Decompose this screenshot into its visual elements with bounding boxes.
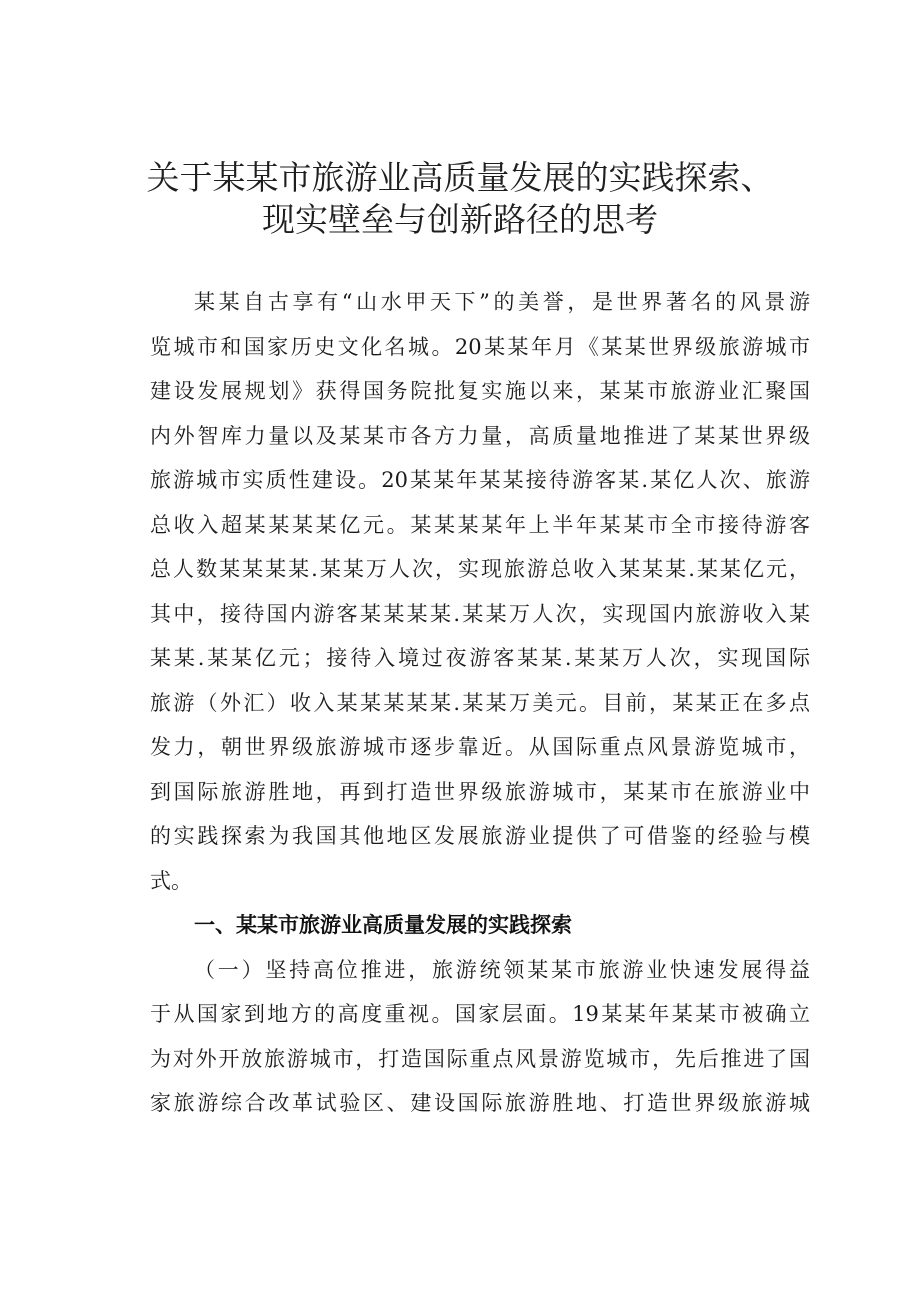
intro-paragraph-line: 览城市和国家历史文化名城。20某某年月《某某世界级旅游城市	[150, 335, 810, 359]
intro-paragraph-line: 某某自古享有“山水甲天下”的美誉，是世界著名的风景游	[194, 290, 810, 314]
intro-paragraph-line: 发力，朝世界级旅游城市逐步靠近。从国际重点风景游览城市，	[150, 735, 810, 759]
intro-paragraph-line: 总人数某某某某.某某万人次，实现旅游总收入某某某.某某亿元，	[150, 557, 810, 581]
intro-paragraph-line: 旅游（外汇）收入某某某某某.某某万美元。目前，某某正在多点	[150, 691, 810, 715]
subsection-paragraph-line: 家旅游综合改革试验区、建设国际旅游胜地、打造世界级旅游城	[150, 1091, 810, 1115]
subsection-paragraph-line: （一）坚持高位推进，旅游统领某某市旅游业快速发展得益	[194, 958, 810, 982]
intro-paragraph-line: 其中，接待国内游客某某某某.某某万人次，实现国内旅游收入某	[150, 602, 810, 626]
intro-paragraph-line: 某某.某某亿元；接待入境过夜游客某某.某某万人次，实现国际	[150, 646, 810, 670]
subsection-paragraph-line: 于从国家到地方的高度重视。国家层面。19某某年某某市被确立	[150, 1002, 810, 1026]
intro-paragraph-line: 到国际旅游胜地，再到打造世界级旅游城市，某某市在旅游业中	[150, 780, 810, 804]
intro-paragraph-line: 式。	[150, 869, 192, 893]
intro-paragraph-line: 旅游城市实质性建设。20某某年某某接待游客某.某亿人次、旅游	[150, 468, 810, 492]
intro-paragraph-line: 总收入超某某某某亿元。某某某某年上半年某某市全市接待游客	[150, 513, 810, 537]
document-title-line-1: 关于某某市旅游业高质量发展的实践探索、	[146, 158, 774, 197]
intro-paragraph-line: 的实践探索为我国其他地区发展旅游业提供了可借鉴的经验与模	[150, 824, 810, 848]
intro-paragraph-line: 建设发展规划》获得国务院批复实施以来，某某市旅游业汇聚国	[150, 379, 810, 403]
intro-paragraph-line: 内外智库力量以及某某市各方力量，高质量地推进了某某世界级	[150, 424, 810, 448]
section-heading: 一、某某市旅游业高质量发展的实践探索	[194, 913, 572, 937]
document-title-line-2: 现实壁垒与创新路径的思考	[262, 200, 658, 239]
subsection-paragraph-line: 为对外开放旅游城市，打造国际重点风景游览城市，先后推进了国	[150, 1047, 810, 1071]
